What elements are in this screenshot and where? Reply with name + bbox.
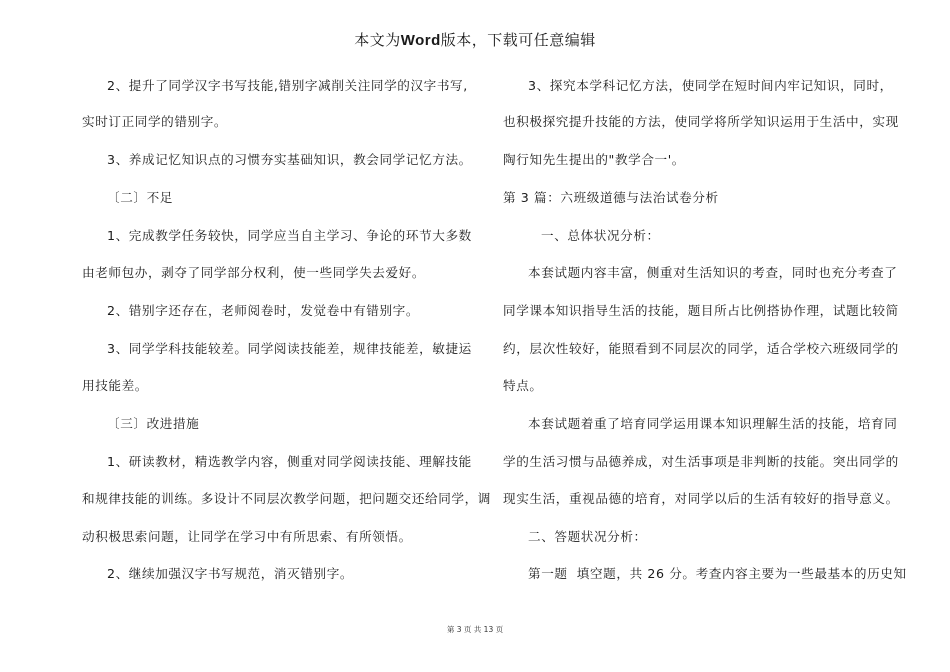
paragraph-line: 和规律技能的训练。多设计不同层次教学问题，把问题交还给同学，调 — [82, 491, 492, 506]
paragraph-line: 2、提升了同学汉字书写技能,错别字减削关注同学的汉字书写, — [107, 78, 468, 93]
paragraph-line: 实时订正同学的错别字。 — [82, 114, 228, 129]
header-post: 版本，下载可任意编辑 — [440, 31, 596, 49]
paragraph-line: 本套试题着重了培育同学运用课本知识理解生活的技能，培育同 — [528, 416, 898, 431]
paragraph-line: 本套试题内容丰富，侧重对生活知识的考查，同时也充分考查了 — [528, 265, 898, 280]
section-heading: 二、答题状况分析： — [528, 529, 647, 544]
paragraph-line: 由老师包办，剥夺了同学部分权利，使一些同学失去爱好。 — [82, 265, 426, 280]
article-title: 第 3 篇：六班级道德与法治试卷分析 — [503, 190, 719, 205]
paragraph-line: 第一题 填空题，共 26 分。考查内容主要为一些最基本的历史知 — [528, 566, 907, 581]
section-heading: 〔三〕改进措施 — [107, 416, 200, 431]
section-heading: 〔二〕不足 — [107, 190, 173, 205]
section-heading: 一、总体状况分析： — [541, 228, 660, 243]
paragraph-line: 3、同学学科技能较差。同学阅读技能差，规律技能差，敏捷运 — [107, 341, 472, 356]
paragraph-line: 用技能差。 — [82, 378, 148, 393]
paragraph-line: 1、研读教材，精选教学内容，侧重对同学阅读技能、理解技能 — [107, 454, 472, 469]
paragraph-line: 陶行知先生提出的"教学合一'。 — [503, 152, 685, 167]
header-word: Word — [400, 32, 441, 49]
paragraph-line: 3、养成记忆知识点的习惯夯实基础知识，教会同学记忆方法。 — [107, 152, 472, 167]
paragraph-line: 特点。 — [503, 378, 543, 393]
paragraph-line: 现实生活，重视品德的培育，对同学以后的生活有较好的指导意义。 — [503, 491, 899, 506]
paragraph-line: 1、完成教学任务较快，同学应当自主学习、争论的环节大多数 — [107, 228, 472, 243]
paragraph-line: 动积极思索问题，让同学在学习中有所思索、有所领悟。 — [82, 529, 412, 544]
paragraph-line: 2、继续加强汉字书写规范，消灭错别字。 — [107, 566, 354, 581]
page-header — [0, 29, 950, 50]
paragraph-line: 3、探究本学科记忆方法，使同学在短时间内牢记知识，同时， — [528, 78, 893, 93]
paragraph-line: 同学课本知识指导生活的技能，题目所占比例搭协作理，试题比较简 — [503, 303, 899, 318]
paragraph-line: 约，层次性较好，能照看到不同层次的同学，适合学校六班级同学的 — [503, 341, 899, 356]
page-footer: 第 3 页 共 13 页 — [446, 625, 504, 634]
paragraph-line: 学的生活习惯与品德养成，对生活事项是非判断的技能。突出同学的 — [503, 454, 899, 469]
paragraph-line: 2、错别字还存在，老师阅卷时，发觉卷中有错别字。 — [107, 303, 420, 318]
header-pre: 本文为 — [354, 31, 401, 49]
paragraph-line: 也积极探究提升技能的方法，使同学将所学知识运用于生活中，实现 — [503, 114, 899, 129]
